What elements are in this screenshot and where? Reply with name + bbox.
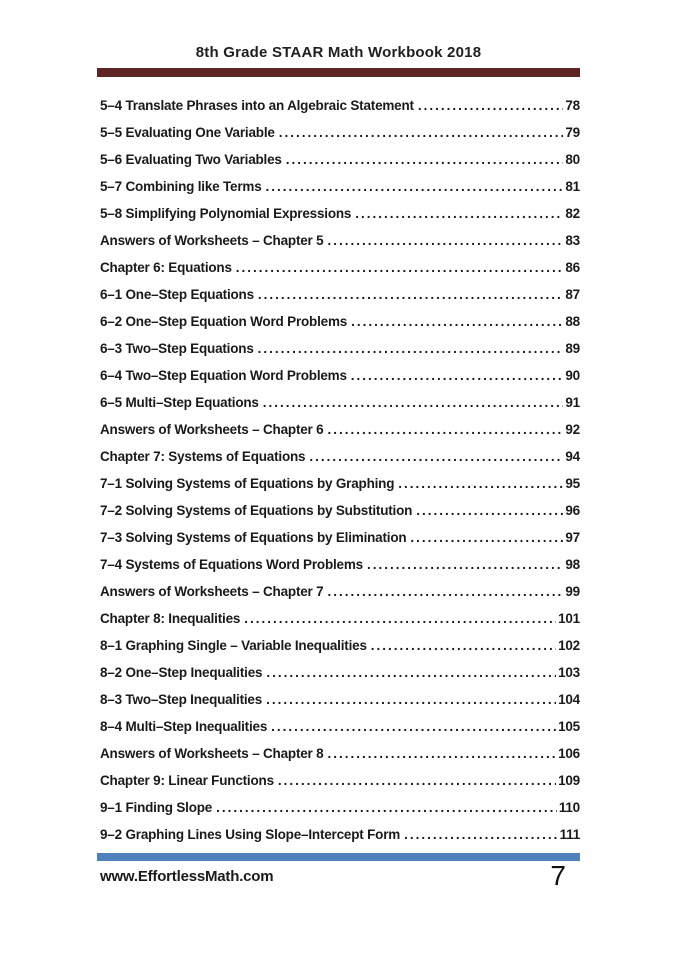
book-title: 8th Grade STAAR Math Workbook 2018 <box>195 44 482 61</box>
toc-dot-leader <box>266 659 556 686</box>
toc-entry-title: 8–1 Graphing Single – Variable Inequalities <box>100 638 367 653</box>
toc-entry-title: 8–3 Two–Step Inequalities <box>100 692 263 707</box>
toc-entry-page-number: 82 <box>565 206 580 221</box>
toc-entry-page-number: 91 <box>565 395 580 410</box>
toc-dot-leader <box>266 686 556 713</box>
toc-entry-title: 7–2 Solving Systems of Equations by Substitution <box>100 503 413 518</box>
toc-row <box>100 308 580 335</box>
toc-row <box>100 551 580 578</box>
website-url: www.EffortlessMath.com <box>100 868 274 885</box>
toc-entry-title: 6–4 Two–Step Equation Word Problems <box>100 368 347 383</box>
toc-entry-page-number: 78 <box>565 98 580 113</box>
toc-entry-title: 8–2 One–Step Inequalities <box>100 665 263 680</box>
toc-entry-page-number: 88 <box>565 314 580 329</box>
toc-entry-title: 7–4 Systems of Equations Word Problems <box>100 557 363 572</box>
toc-entry-title: 8–4 Multi–Step Inequalities <box>100 719 268 734</box>
toc-row <box>100 335 580 362</box>
toc-dot-leader <box>244 605 556 632</box>
toc-dot-leader <box>404 821 557 848</box>
toc-dot-leader <box>355 200 563 227</box>
toc-dot-leader <box>327 227 563 254</box>
toc-dot-leader <box>263 389 564 416</box>
toc-entry-page-number: 98 <box>565 557 580 572</box>
toc-dot-leader <box>327 740 556 767</box>
toc-dot-leader <box>286 146 564 173</box>
toc-entry-page-number: 80 <box>565 152 580 167</box>
toc-entry-title: 6–3 Two–Step Equations <box>100 341 254 356</box>
toc-dot-leader <box>271 713 556 740</box>
toc-row <box>100 146 580 173</box>
toc-row <box>100 416 580 443</box>
toc-entry-page-number: 83 <box>565 233 580 248</box>
toc-dot-leader <box>416 497 563 524</box>
toc-dot-leader <box>216 794 557 821</box>
toc-row <box>100 821 580 848</box>
toc-entry-title: 9–1 Finding Slope <box>100 800 213 815</box>
toc-entry-page-number: 104 <box>558 692 580 707</box>
page-number: 7 <box>550 860 566 891</box>
toc-entry-page-number: 103 <box>558 665 580 680</box>
toc-row <box>100 578 580 605</box>
toc-entry-page-number: 105 <box>558 719 580 734</box>
toc-entry-page-number: 111 <box>559 827 580 842</box>
toc-entry-page-number: 81 <box>565 179 580 194</box>
toc-row <box>100 740 580 767</box>
toc-row <box>100 524 580 551</box>
toc-dot-leader <box>371 632 556 659</box>
header-rule-divider <box>97 68 580 77</box>
toc-row <box>100 794 580 821</box>
toc-dot-leader <box>351 362 564 389</box>
toc-entry-title: 5–6 Evaluating Two Variables <box>100 152 282 167</box>
toc-row <box>100 443 580 470</box>
toc-entry-page-number: 99 <box>565 584 580 599</box>
toc-row <box>100 254 580 281</box>
toc-row <box>100 605 580 632</box>
toc-entry-title: Answers of Worksheets – Chapter 5 <box>100 233 324 248</box>
toc-dot-leader <box>367 551 563 578</box>
toc-dot-leader <box>278 767 556 794</box>
toc-dot-leader <box>351 308 563 335</box>
toc-dot-leader <box>279 119 564 146</box>
toc-dot-leader <box>266 173 564 200</box>
toc-entry-page-number: 106 <box>558 746 580 761</box>
toc-entry-title: 7–3 Solving Systems of Equations by Elimination <box>100 530 407 545</box>
toc-entry-page-number: 97 <box>565 530 580 545</box>
toc-dot-leader <box>236 254 564 281</box>
toc-entry-title: 5–5 Evaluating One Variable <box>100 125 275 140</box>
toc-entry-page-number: 96 <box>565 503 580 518</box>
page-footer <box>100 861 580 891</box>
toc-entry-title: 7–1 Solving Systems of Equations by Graphing <box>100 476 395 491</box>
toc-entry-title: Answers of Worksheets – Chapter 8 <box>100 746 324 761</box>
toc-entry-title: 5–8 Simplifying Polynomial Expressions <box>100 206 352 221</box>
toc-dot-leader <box>418 92 564 119</box>
toc-entry-page-number: 86 <box>565 260 580 275</box>
toc-row <box>100 362 580 389</box>
toc-dot-leader <box>398 470 563 497</box>
toc-row <box>100 227 580 254</box>
toc-entry-page-number: 79 <box>565 125 580 140</box>
toc-row <box>100 632 580 659</box>
toc-row <box>100 200 580 227</box>
toc-row <box>100 470 580 497</box>
toc-entry-title: 5–7 Combining like Terms <box>100 179 262 194</box>
toc-entry-page-number: 109 <box>558 773 580 788</box>
toc-entry-title: 6–1 One–Step Equations <box>100 287 254 302</box>
toc-entry-title: Chapter 8: Inequalities <box>100 611 241 626</box>
toc-entry-title: Chapter 7: Systems of Equations <box>100 449 306 464</box>
footer-rule-divider <box>97 853 580 861</box>
toc-entry-page-number: 101 <box>558 611 580 626</box>
toc-entry-page-number: 94 <box>565 449 580 464</box>
toc-entry-page-number: 92 <box>565 422 580 437</box>
toc-dot-leader <box>258 335 564 362</box>
toc-entry-page-number: 110 <box>558 800 580 815</box>
toc-entry-title: Chapter 6: Equations <box>100 260 232 275</box>
toc-dot-leader <box>327 416 563 443</box>
toc-entry-page-number: 89 <box>565 341 580 356</box>
toc-entry-page-number: 95 <box>565 476 580 491</box>
toc-row <box>100 173 580 200</box>
toc-row <box>100 389 580 416</box>
toc-dot-leader <box>327 578 563 605</box>
page-header <box>97 44 580 61</box>
toc-entry-page-number: 90 <box>565 368 580 383</box>
toc-dot-leader <box>410 524 563 551</box>
toc-entry-page-number: 102 <box>558 638 580 653</box>
toc-entry-title: Answers of Worksheets – Chapter 7 <box>100 584 324 599</box>
toc-entry-title: Answers of Worksheets – Chapter 6 <box>100 422 324 437</box>
toc-dot-leader <box>309 443 563 470</box>
toc-row <box>100 92 580 119</box>
toc-entry-title: 6–2 One–Step Equation Word Problems <box>100 314 348 329</box>
toc-row <box>100 713 580 740</box>
toc-entry-title: 9–2 Graphing Lines Using Slope–Intercept Form <box>100 827 401 842</box>
toc-entry-page-number: 87 <box>565 287 580 302</box>
toc-row <box>100 497 580 524</box>
toc-row <box>100 686 580 713</box>
toc-entry-title: 5–4 Translate Phrases into an Algebraic Statement <box>100 98 414 113</box>
toc-row <box>100 281 580 308</box>
toc-entry-title: 6–5 Multi–Step Equations <box>100 395 259 410</box>
toc-row <box>100 767 580 794</box>
toc-row <box>100 119 580 146</box>
toc-row <box>100 659 580 686</box>
table-of-contents <box>100 92 580 848</box>
toc-dot-leader <box>258 281 563 308</box>
toc-entry-title: Chapter 9: Linear Functions <box>100 773 274 788</box>
